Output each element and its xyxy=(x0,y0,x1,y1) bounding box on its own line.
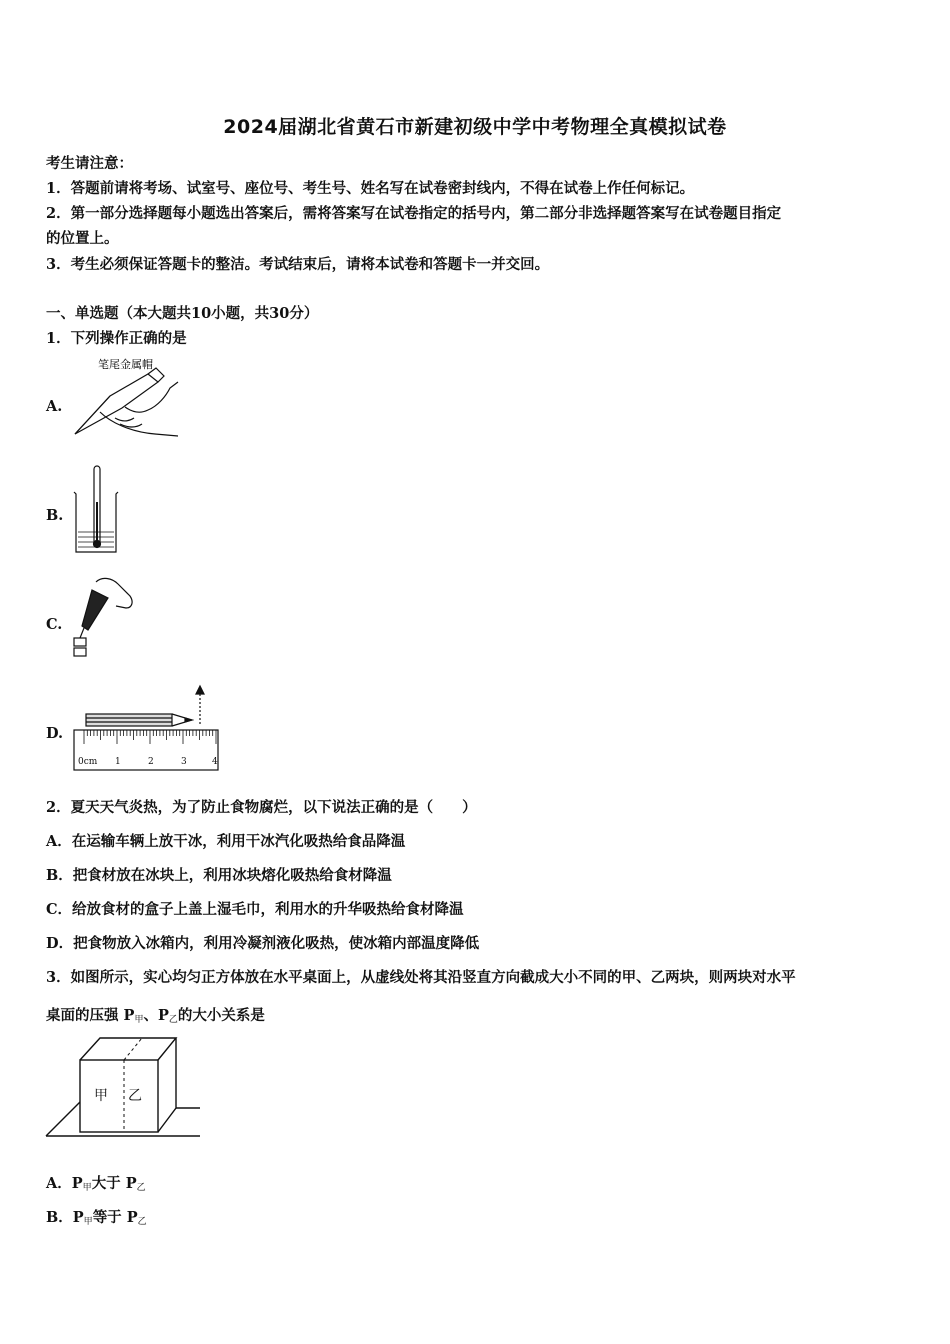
notice-item-2: 2．第一部分选择题每小题选出答案后，需将答案写在试卷指定的括号内，第二部分非选择题答案写在试卷题目指定 xyxy=(46,205,782,222)
cube-right-label: 乙 xyxy=(128,1088,142,1104)
section-heading: 一、单选题（本大题共10小题，共30分） xyxy=(46,305,319,322)
q3-option-b xyxy=(46,1206,147,1227)
pen-test-figure xyxy=(70,352,180,440)
q3-option-a-sub1: 甲 xyxy=(82,1183,92,1193)
q3-option-b-rel: 等于 P xyxy=(92,1209,138,1226)
q3-option-a-letter: A． xyxy=(46,1175,72,1192)
q1-option-c-label: C. xyxy=(46,616,63,633)
thermometer-beaker-figure xyxy=(68,462,124,558)
q1-option-b-label: B. xyxy=(46,507,64,524)
q3-option-b-sub1: 甲 xyxy=(83,1217,93,1227)
q2-stem: 2．夏天天气炎热，为了防止食物腐烂，以下说法正确的是（ ） xyxy=(46,799,477,816)
q3-option-a-sub2: 乙 xyxy=(136,1183,146,1193)
q3-option-b-sub2: 乙 xyxy=(137,1217,147,1227)
q3-stem-prefix: 桌面的压强 P xyxy=(46,1007,135,1024)
q3-stem-sep: 、P xyxy=(143,1007,169,1024)
dropper-weight-figure xyxy=(70,572,138,664)
ruler-tick-2: 2 xyxy=(148,757,154,767)
q2-option-d: D．把食物放入冰箱内，利用冷凝剂液化吸热，使冰箱内部温度降低 xyxy=(46,935,480,952)
ruler-tick-3: 3 xyxy=(181,757,187,767)
page-title: 2024届湖北省黄石市新建初级中学中考物理全真模拟试卷 xyxy=(223,116,727,138)
ruler-pencil-figure xyxy=(72,682,224,774)
cube-on-table-figure xyxy=(44,1032,204,1140)
q3-option-b-p: P xyxy=(72,1209,84,1226)
q1-option-d-label: D. xyxy=(46,725,64,742)
ruler-tick-0: 0cm xyxy=(78,757,98,767)
q2-option-b: B．把食材放在冰块上，利用冰块熔化吸热给食材降温 xyxy=(46,867,392,884)
q3-option-b-letter: B． xyxy=(46,1209,73,1226)
notice-item-3: 3．考生必须保证答题卡的整洁。考试结束后，请将本试卷和答题卡一并交回。 xyxy=(46,256,550,273)
q3-option-a-p: P xyxy=(71,1175,83,1192)
q3-sub-yi: 乙 xyxy=(168,1015,178,1025)
q3-sub-jia: 甲 xyxy=(134,1015,144,1025)
q1-stem: 1．下列操作正确的是 xyxy=(46,330,187,347)
pen-cap-label: 笔尾金属帽 xyxy=(98,358,153,371)
q2-option-c: C．给放食材的盒子上盖上湿毛巾，利用水的升华吸热给食材降温 xyxy=(46,901,464,918)
notice-item-1: 1．答题前请将考场、试室号、座位号、考生号、姓名写在试卷密封线内，不得在试卷上作任何标记。 xyxy=(46,180,695,197)
ruler-tick-1: 1 xyxy=(115,757,121,767)
q1-option-a-label: A. xyxy=(46,398,63,415)
q3-stem-suffix: 的大小关系是 xyxy=(177,1007,265,1024)
q3-stem-line2 xyxy=(46,1004,265,1025)
q3-option-a-rel: 大于 P xyxy=(91,1175,137,1192)
q3-option-a xyxy=(46,1172,146,1193)
q3-stem-line1: 3．如图所示，实心均匀正方体放在水平桌面上，从虚线处将其沿竖直方向截成大小不同的甲、乙两块，则两块对水平 xyxy=(46,969,796,986)
cube-left-label: 甲 xyxy=(94,1088,108,1104)
q2-option-a: A．在运输车辆上放干冰，利用干冰汽化吸热给食品降温 xyxy=(46,833,406,850)
notice-heading: 考生请注意： xyxy=(46,155,133,172)
notice-item-2-cont: 的位置上。 xyxy=(46,230,119,247)
ruler-tick-4: 4 xyxy=(212,757,218,767)
